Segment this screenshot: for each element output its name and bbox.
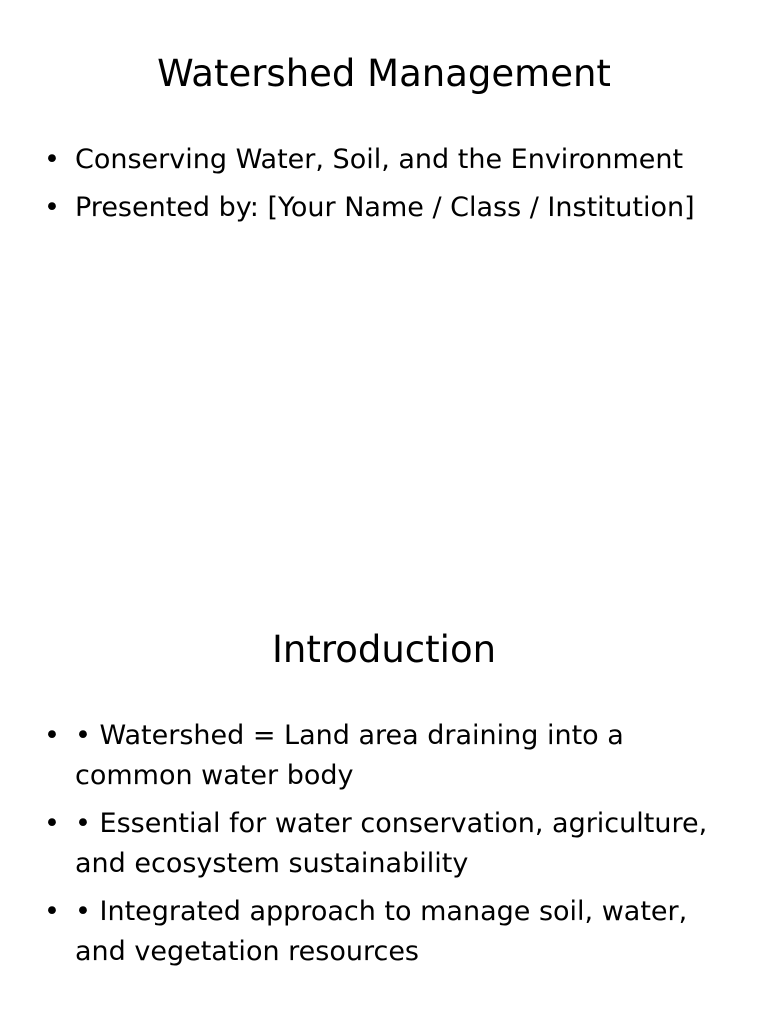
- bullet-list: [40, 716, 730, 980]
- slide-title: Introduction: [271, 628, 497, 671]
- bullet-dot-icon: •: [44, 144, 60, 175]
- bullet-list: [40, 140, 730, 236]
- bullet-item: [40, 716, 730, 796]
- bullet-dot-icon: •: [44, 896, 60, 927]
- bullet-dot-icon: •: [44, 720, 60, 751]
- bullet-text: Conserving Water, Soil, and the Environment: [75, 144, 684, 175]
- bullet-item: [40, 140, 730, 180]
- bullet-item: [40, 892, 730, 972]
- bullet-text: • Integrated approach to manage soil, water, and vegetation resources: [75, 896, 688, 967]
- bullet-dot-icon: •: [44, 192, 60, 223]
- bullet-item: [40, 188, 730, 228]
- bullet-text: • Watershed = Land area draining into a common water body: [75, 720, 624, 791]
- slide-introduction: [0, 576, 768, 1024]
- bullet-text: • Essential for water conservation, agriculture, and ecosystem sustainability: [75, 808, 708, 879]
- slide-title: Watershed Management: [157, 52, 611, 95]
- bullet-item: [40, 804, 730, 884]
- bullet-dot-icon: •: [44, 808, 60, 839]
- bullet-text: Presented by: [Your Name / Class / Institution]: [75, 192, 695, 223]
